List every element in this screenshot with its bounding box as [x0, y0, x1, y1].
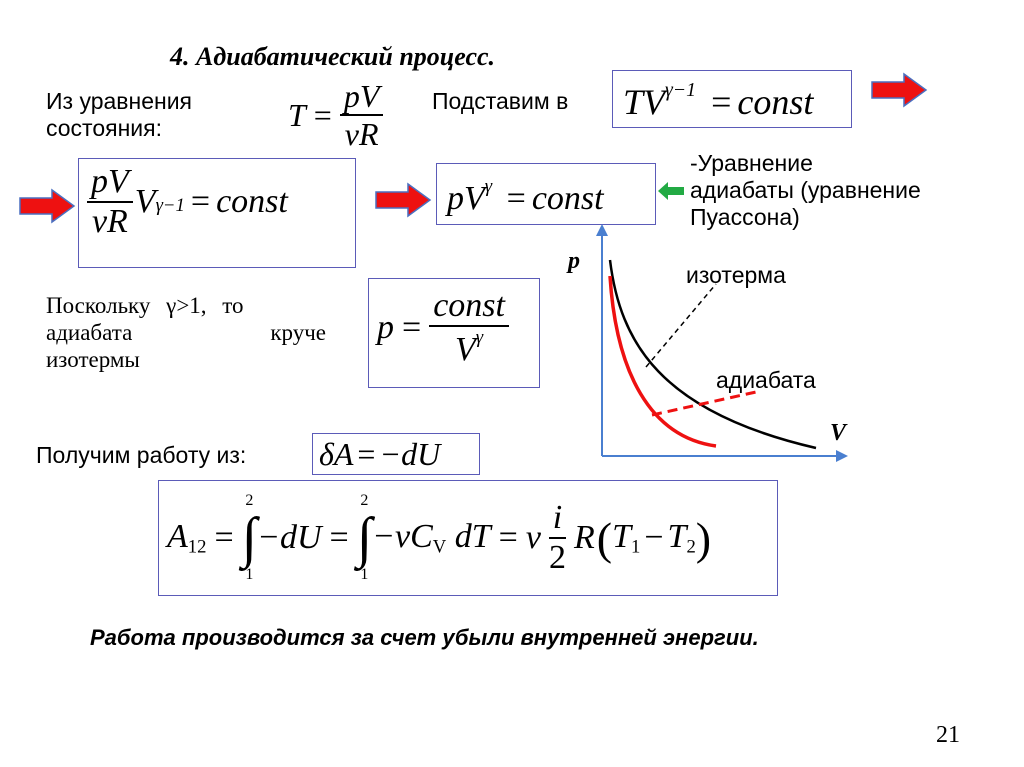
term2-sub: V	[432, 536, 447, 558]
isotherm-pointer	[646, 284, 716, 367]
page-number: 21	[936, 722, 960, 748]
T1-sub: 1	[630, 536, 641, 558]
poisson-equation-box	[436, 163, 656, 225]
since-line1	[46, 292, 326, 319]
pressure-formula	[377, 289, 509, 367]
integral-lower: 1	[360, 566, 369, 583]
sub-numerator: pV	[87, 165, 133, 203]
integral-lower: 1	[245, 566, 254, 583]
p-lhs: p	[377, 308, 394, 346]
adiabat-curve	[610, 276, 716, 446]
equals-sign: =	[402, 308, 422, 346]
i-numerator: i	[549, 501, 566, 539]
pv-const: const	[531, 179, 604, 217]
left-arrow-icon	[656, 180, 686, 202]
equals-sign: =	[190, 183, 211, 220]
A12	[167, 518, 206, 559]
sub-fraction	[87, 165, 133, 239]
term1: −dU	[257, 519, 322, 556]
equals-sign: =	[506, 179, 526, 217]
integral-2	[357, 493, 372, 583]
T-numerator: pV	[340, 80, 384, 116]
p-den-V: V	[455, 330, 476, 368]
work-box	[312, 433, 480, 475]
term2b: dT	[446, 517, 491, 555]
state-text-line1: Из уравнения	[46, 88, 193, 114]
state-equation-text	[46, 88, 192, 142]
y-axis-label: p	[568, 248, 580, 274]
tv-const-formula	[623, 79, 813, 123]
pv-base: pV	[447, 179, 485, 217]
slide-title: 4. Адиабатический процесс.	[170, 42, 496, 71]
open-paren: (	[596, 512, 613, 564]
equals-sign: =	[498, 519, 518, 556]
adiabat-label: адиабата	[716, 367, 816, 393]
x-axis-label: V	[830, 420, 847, 446]
T2-sub: 2	[686, 536, 696, 558]
since-text-adiabat: адиабата	[46, 320, 133, 345]
T2-base: T	[667, 517, 687, 555]
tv-base: TV	[623, 81, 666, 122]
right-arrow-icon	[870, 72, 930, 108]
integral-1	[242, 493, 257, 583]
i-denominator: 2	[548, 539, 566, 576]
T-lhs: T	[288, 96, 306, 133]
T2	[668, 518, 696, 559]
A12-base: A	[167, 517, 188, 555]
adiabat-label-line2: адиабаты (уравнение	[690, 177, 921, 203]
R: R	[573, 519, 595, 556]
equals-sign: =	[357, 436, 376, 472]
substituted-formula	[87, 165, 288, 239]
T1-base: T	[612, 517, 631, 555]
A12-sub: 12	[187, 536, 207, 558]
term2	[372, 518, 491, 559]
integral-upper: 2	[245, 492, 254, 509]
right-arrow-icon	[18, 188, 78, 224]
T-denominator: νR	[344, 116, 379, 152]
pv-graph	[570, 222, 860, 467]
work-formula	[319, 436, 440, 473]
adiabat-pointer	[652, 392, 756, 415]
nu: ν	[525, 519, 541, 556]
pv-exponent: γ	[484, 176, 493, 197]
substitute-text: Подставим в	[432, 88, 569, 114]
isotherm-label: изотерма	[686, 262, 786, 288]
integral-upper: 2	[360, 492, 369, 509]
temperature-formula	[288, 80, 383, 150]
substituted-box	[78, 158, 356, 268]
p-numerator: const	[429, 289, 509, 327]
equals-sign: =	[313, 96, 332, 133]
minus-sign: −	[644, 519, 664, 556]
poisson-formula	[447, 176, 604, 218]
since-text-line1: Поскольку γ>1, то	[46, 293, 244, 318]
integral-formula	[167, 481, 711, 595]
term2a: −νC	[372, 517, 433, 555]
equals-sign: =	[329, 519, 349, 556]
equals-sign: =	[214, 519, 234, 556]
close-paren: )	[695, 512, 712, 564]
since-text-isotherm: изотермы	[46, 347, 140, 372]
equals-sign: =	[711, 81, 732, 122]
adiabat-label-line1: -Уравнение	[690, 150, 813, 176]
sub-const: const	[216, 183, 288, 220]
tv-const: const	[737, 81, 814, 122]
minus-dU: −dU	[379, 436, 441, 472]
adiabat-equation-label	[690, 150, 921, 231]
since-text-steeper: круче	[270, 320, 326, 345]
tv-exponent: γ−1	[665, 79, 697, 101]
right-arrow-icon	[374, 182, 434, 218]
sub-exponent: γ−1	[155, 195, 185, 216]
pressure-formula-box	[368, 278, 540, 388]
T-fraction	[340, 80, 384, 150]
adiabat-label-line3: Пуассона)	[690, 204, 800, 230]
tv-const-box	[612, 70, 852, 128]
state-text-line2: состояния:	[46, 115, 162, 141]
integral-sign: ∫	[241, 507, 257, 569]
since-text	[46, 292, 326, 373]
dA: δA	[319, 436, 354, 472]
conclusion-text: Работа производится за счет убыли внутренней энергии.	[90, 625, 759, 650]
p-fraction	[429, 289, 509, 367]
y-axis-arrow	[596, 224, 608, 236]
p-denominator	[451, 327, 487, 367]
sub-V: V	[134, 183, 156, 220]
since-line2	[46, 319, 326, 346]
integral-box	[158, 480, 778, 596]
integral-sign: ∫	[356, 507, 373, 569]
sub-denominator: νR	[91, 203, 128, 240]
p-den-exponent: γ	[475, 327, 484, 348]
work-text: Получим работу из:	[36, 442, 247, 468]
x-axis-arrow	[836, 450, 848, 462]
T1	[612, 518, 640, 559]
i-half-fraction	[545, 501, 570, 575]
